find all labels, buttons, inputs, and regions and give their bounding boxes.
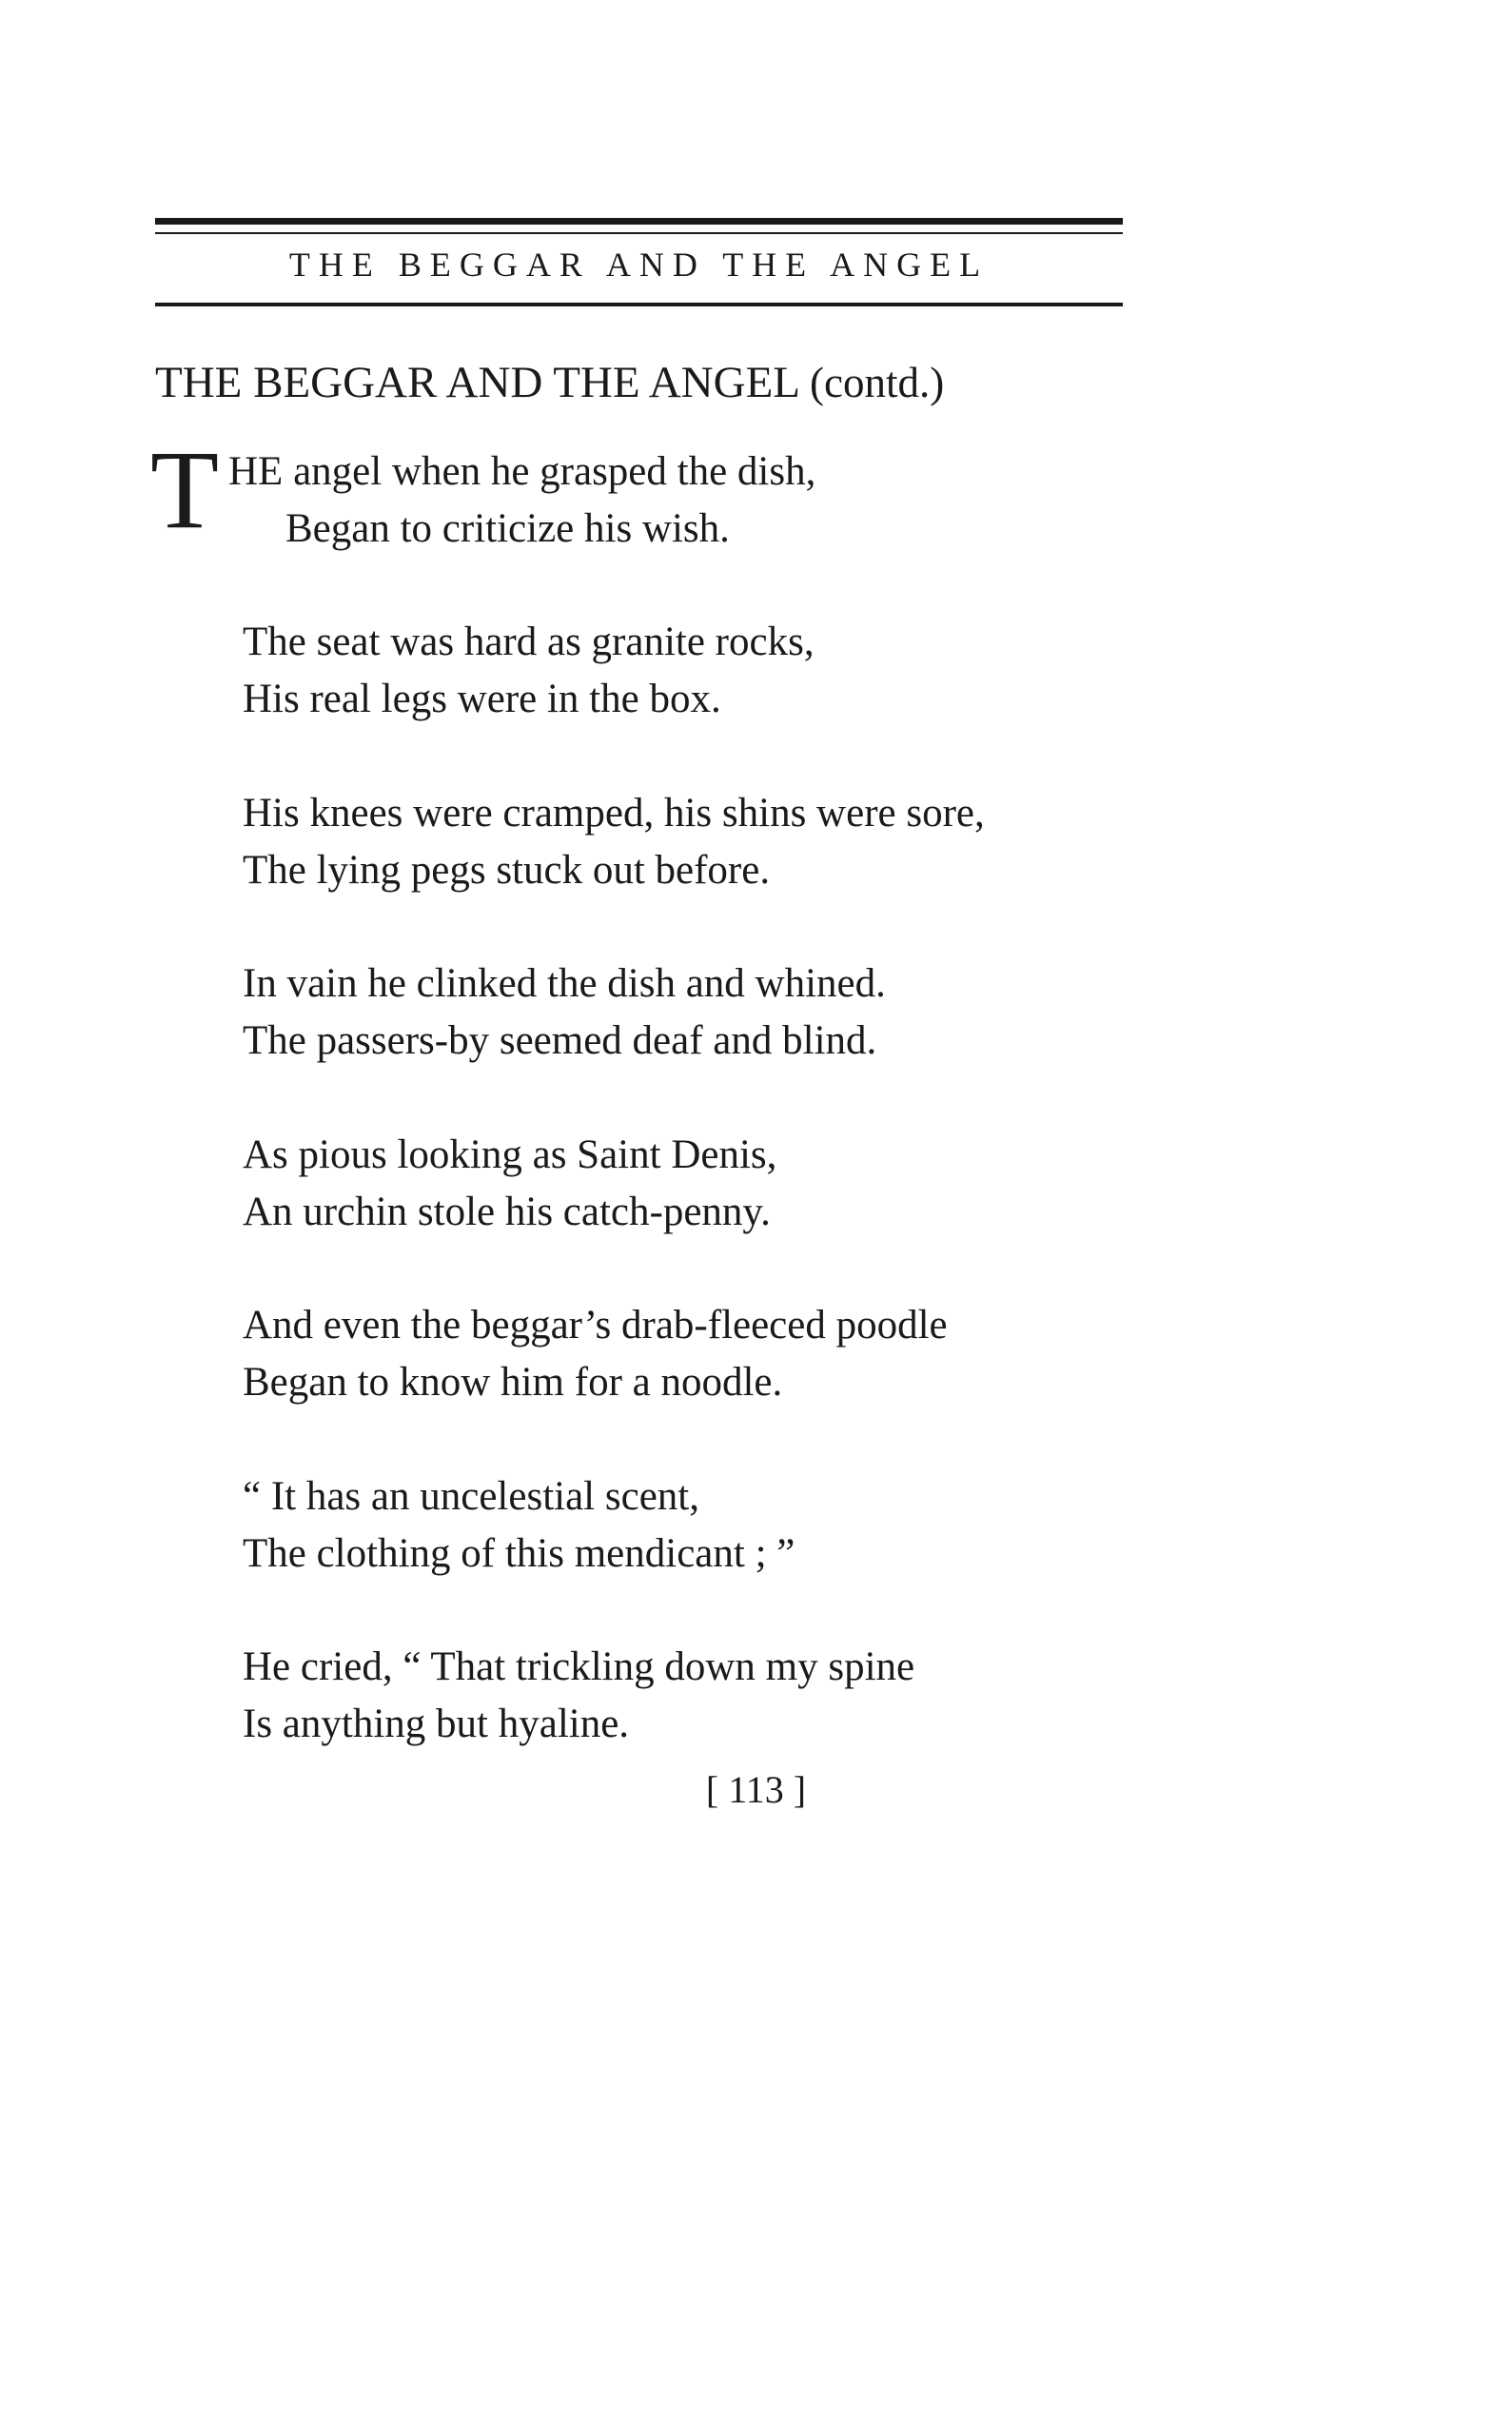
stanza-4 — [243, 955, 1156, 1070]
stanza-line: The lying pegs stuck out before. — [243, 848, 771, 893]
header-rule-under — [155, 303, 1123, 306]
running-head: THE BEGGAR AND THE ANGEL — [288, 246, 990, 284]
stanza-7 — [243, 1468, 1156, 1583]
stanza-line: His real legs were in the box. — [243, 677, 721, 721]
stanza-line: Began to criticize his wish. — [285, 506, 730, 551]
stanza-line: “ It has an uncelestial scent, — [243, 1474, 699, 1519]
stanza-line: His knees were cramped, his shins were sore, — [243, 791, 985, 836]
stanza-line: Began to know him for a noodle. — [243, 1360, 783, 1405]
stanza-line: An urchin stole his catch-penny. — [243, 1190, 771, 1234]
stanza-6 — [243, 1297, 1156, 1411]
header-rule-thin — [155, 232, 1123, 234]
stanza-line: The clothing of this mendicant ; ” — [243, 1531, 795, 1576]
stanza-5 — [243, 1127, 1156, 1241]
stanza-line: He cried, “ That trickling down my spine — [243, 1644, 915, 1689]
stanza-line: In vain he clinked the dish and whined. — [243, 961, 886, 1006]
stanza-line: And even the beggar’s drab-fleeced poodle — [243, 1303, 948, 1348]
stanza-line: As pious looking as Saint Denis, — [243, 1132, 777, 1177]
stanza-line: The seat was hard as granite rocks, — [243, 620, 815, 664]
poem-title-suffix: (contd.) — [810, 359, 945, 406]
stanza-line: The passers-by seemed deaf and blind. — [243, 1018, 877, 1063]
header-rule-thick — [155, 218, 1123, 225]
drop-cap: T — [150, 427, 220, 552]
stanza-line: Is anything but hyaline. — [243, 1702, 630, 1746]
poem-title — [155, 354, 1145, 411]
stanza-2 — [243, 614, 1156, 728]
stanza-8 — [243, 1639, 1156, 1753]
poem-title-text: THE BEGGAR AND THE ANGEL — [155, 358, 800, 407]
page-number: [ 113 ] — [705, 1768, 807, 1811]
stanza-line: HE angel when he grasped the dish, — [228, 449, 816, 494]
stanza-3 — [243, 785, 1156, 899]
stanza-1 — [228, 443, 815, 558]
